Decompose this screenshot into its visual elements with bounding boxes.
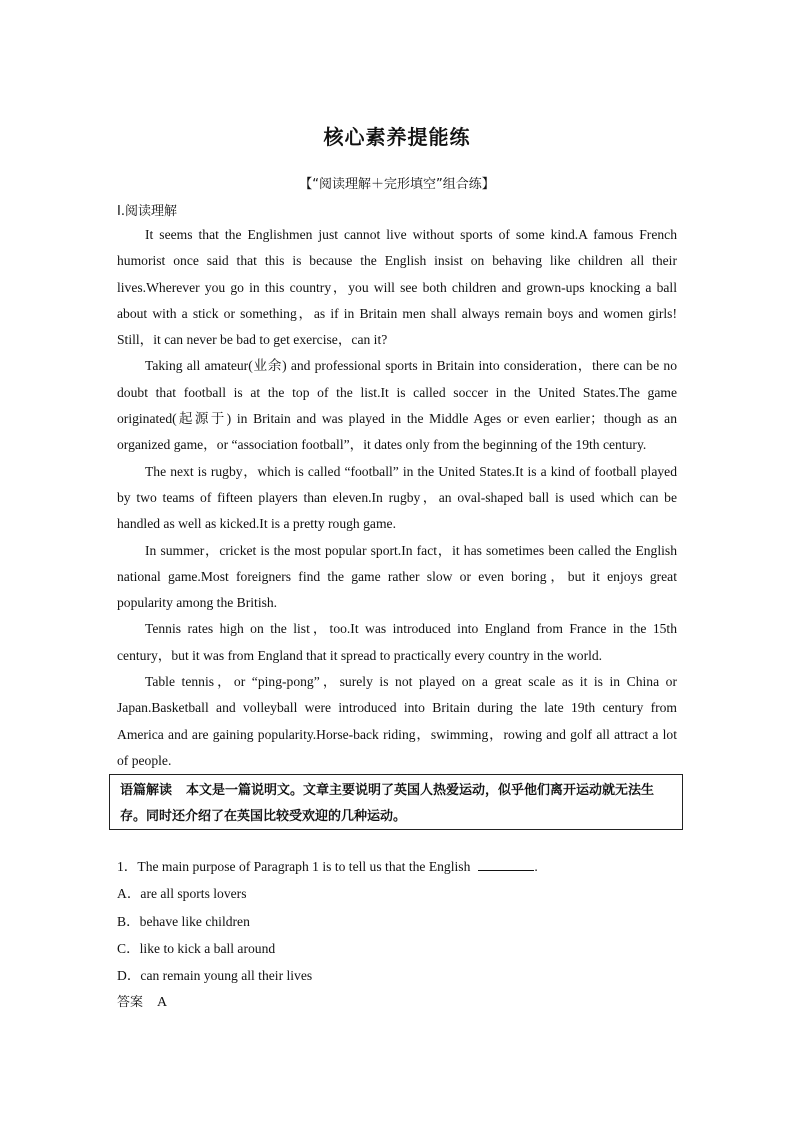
- reading-passage: [117, 222, 677, 774]
- passage-paragraph: It seems that the Englishmen just cannot live without sports of some kind.A famous French humorist once said that this is because the English insist on behaving like children all their lives.Wherever you go in this country，you will see both children and grown-ups knocking a ball about with a stick or something，as if in Britain men shall always remain boys and women girls! Still，it can never be bad to get exercise，can it?: [117, 227, 677, 348]
- note-text: 本文是一篇说明文。文章主要说明了英国人热爱运动，似乎他们离开运动就无法生存。同时还介绍了在英国比较受欢迎的几种运动。: [120, 783, 655, 824]
- passage-paragraph: Taking all amateur(业余) and professional sports in Britain into consideration，there can be no doubt that football is at the top of the list.It is called soccer in the United States.The game originated(起源于) in Britain and was played in the Middle Ages or even earlier；though as an organized game，or “association football”，it dates only from the beginning of the 19th century.: [117, 358, 677, 453]
- question-stem-row: [117, 856, 687, 883]
- question-stem: 1．The main purpose of Paragraph 1 is to tell us that the English: [117, 859, 471, 874]
- option-a: A．are all sports lovers: [117, 886, 247, 902]
- passage-paragraph: The next is rugby，which is called “football” in the United States.It is a kind of football played by two teams of fifteen players than eleven.In rugby，an oval-shaped ball is used which can be handled as well as kicked.It is a pretty rough game.: [117, 463, 677, 532]
- passage-paragraph: Tennis rates high on the list，too.It was introduced into England from France in the 15th century，but it was from England that it spread to practically every country in the world.: [117, 621, 677, 663]
- option-b: B．behave like children: [117, 913, 250, 929]
- answer-blank: [478, 858, 534, 871]
- passage-paragraph: In summer，cricket is the most popular sport.In fact，it has sometimes been called the English national game.Most foreigners find the game rather slow or even boring，but it enjoys great popularity among the British.: [117, 542, 677, 611]
- exercise-subtitle: 【“阅读理解＋完形填空”组合练】: [299, 177, 495, 192]
- option-c: C．like to kick a ball around: [117, 940, 276, 956]
- note-label: 语篇解读: [120, 783, 173, 798]
- passage-note-box: [109, 774, 683, 830]
- passage-paragraph: Table tennis，or “ping-pong”，surely is not played on a great scale as it is in China or Japan.Basketball and volleyball were introduced into Britain during the late 19th century from America and are gaining popularity.Horse-back riding，swimming，rowing and golf all attract a lot of people.: [117, 674, 677, 768]
- answer-value: A: [157, 995, 168, 1011]
- answer-row: [117, 992, 687, 1019]
- option-d: D．can remain young all their lives: [117, 968, 313, 984]
- answer-label: 答案: [117, 995, 144, 1011]
- question-stem-end: .: [534, 859, 538, 874]
- question-block: [117, 856, 687, 1020]
- page-title: 核心素养提能练: [323, 125, 471, 149]
- section-heading: Ⅰ.阅读理解: [117, 204, 177, 219]
